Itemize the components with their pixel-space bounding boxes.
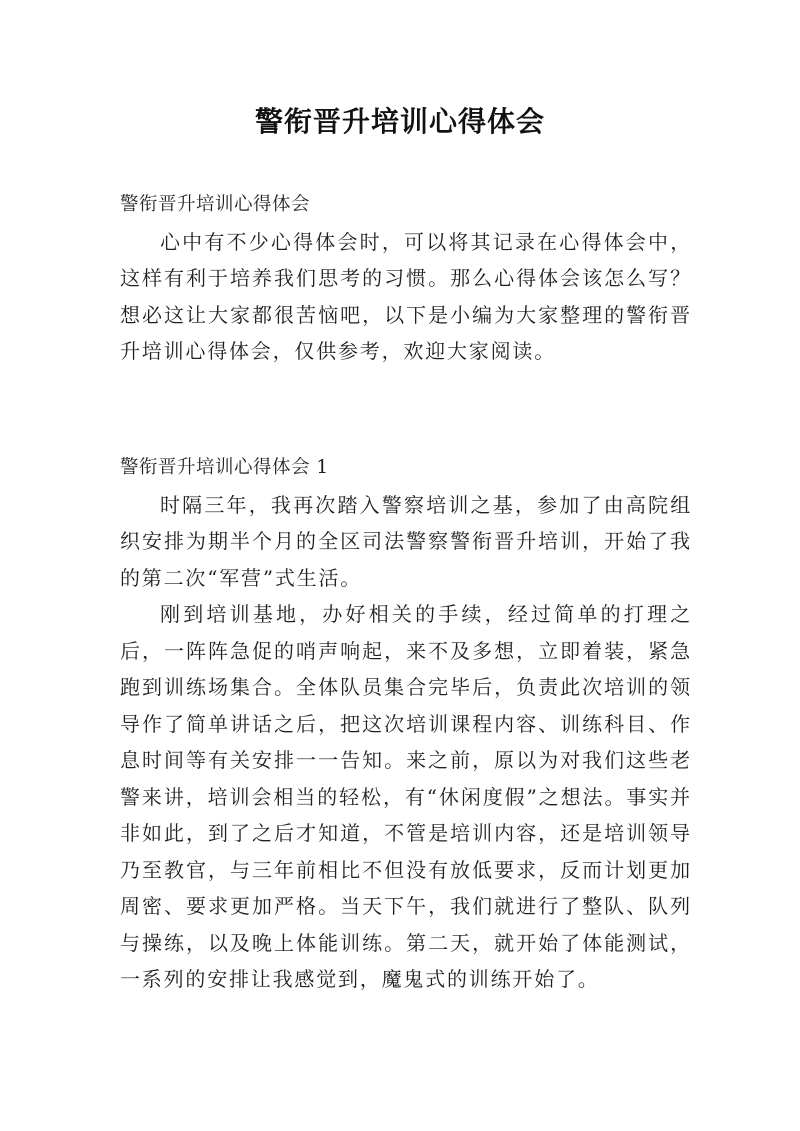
section-1	[120, 450, 692, 998]
section-1-heading: 警衔晋升培训心得体会 1	[120, 457, 329, 478]
section-1-paragraph-2: 刚到培训基地，办好相关的手续，经过简单的打理之后，一阵阵急促的哨声响起，来不及多想，立即着装，紧急跑到训练场集合。全体队员集合完毕后，负责此次培训的领导作了简单讲话之后，把这次培训课程内容、训练科目、作息时间等有关安排一一告知。来之前，原以为对我们这些老警来讲，培训会相当的轻松，有“休闲度假”之想法。事实并非如此，到了之后才知道，不管是培训内容，还是培训领导乃至教官，与三年前相比不但没有放低要求，反而计划更加周密、要求更加严格。当天下午，我们就进行了整队、队列与操练，以及晚上体能训练。第二天，就开始了体能测试，一系列的安排让我感觉到，魔鬼式的训练开始了。	[120, 602, 692, 991]
section-1-paragraph-1: 时隔三年，我再次踏入警察培训之基，参加了由高院组织安排为期半个月的全区司法警察警衔晋升培训，开始了我的第二次“军营”式生活。	[120, 492, 692, 590]
intro-section	[120, 187, 692, 370]
intro-heading: 警衔晋升培训心得体会	[120, 194, 311, 215]
intro-paragraph: 心中有不少心得体会时，可以将其记录在心得体会中，这样有利于培养我们思考的习惯。那么心得体会该怎么写？想必这让大家都很苦恼吧，以下是小编为大家整理的警衔晋升培训心得体会，仅供参考，欢迎大家阅读。	[120, 229, 692, 363]
document-title: 警衔晋升培训心得体会	[254, 105, 545, 138]
